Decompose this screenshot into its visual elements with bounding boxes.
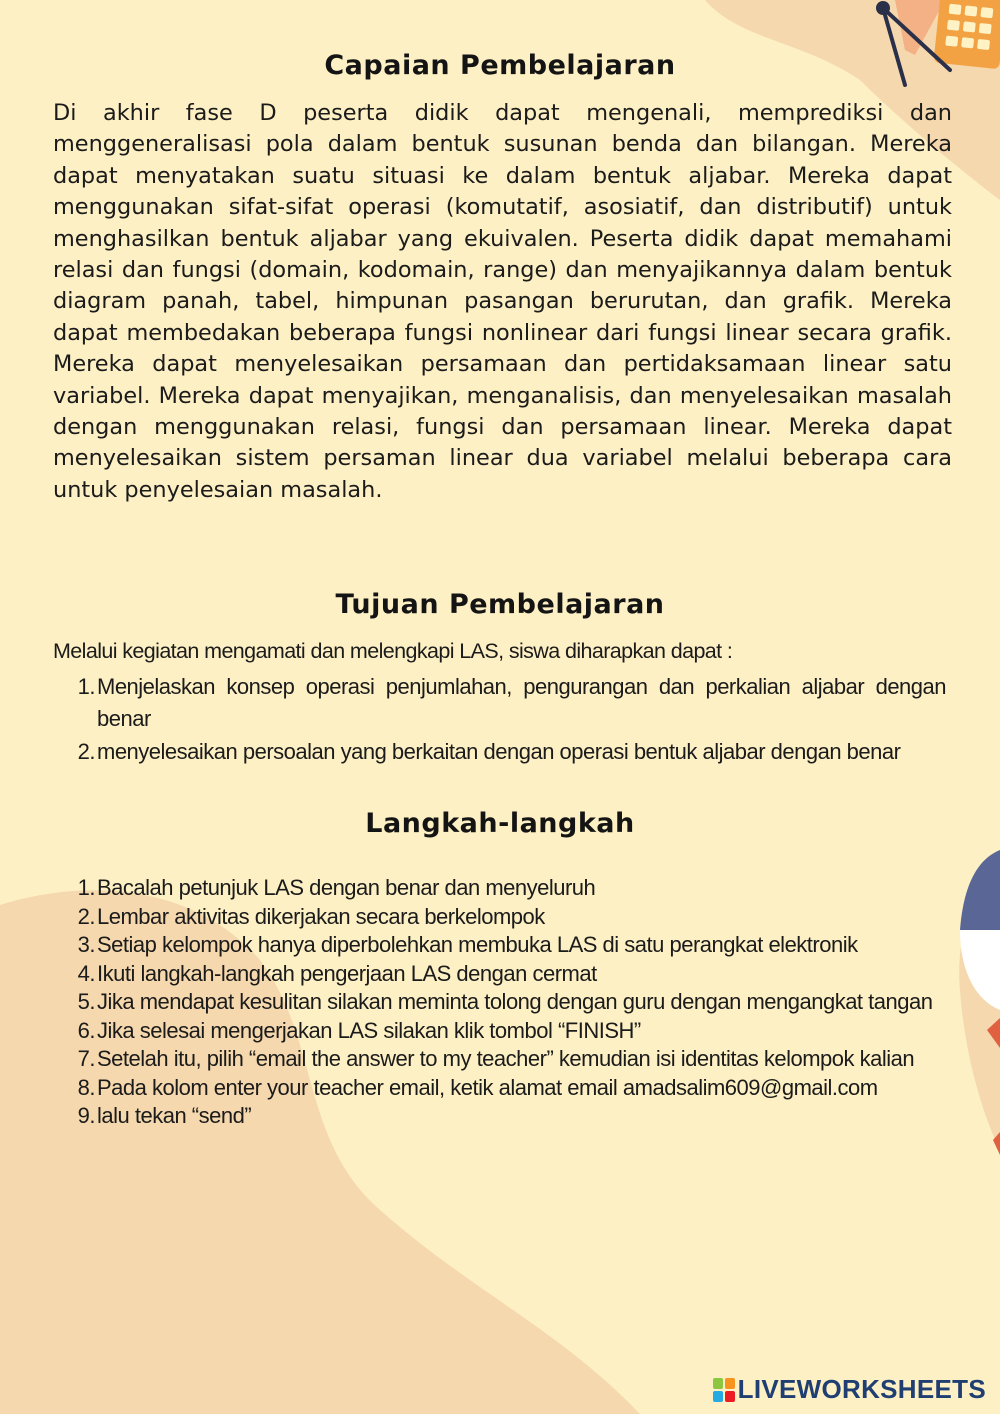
list-number: 7. (77, 1046, 95, 1071)
langkah-list (53, 874, 946, 1131)
tujuan-title: Tujuan Pembelajaran (335, 589, 665, 620)
list-item (53, 1045, 946, 1074)
tujuan-intro: Melalui kegiatan mengamati dan melengkapi LAS, siswa diharapkan dapat : (53, 639, 733, 663)
list-item (53, 931, 946, 960)
list-text: Bacalah petunjuk LAS dengan benar dan menyeluruh (97, 875, 596, 900)
list-text: Jika selesai mengerjakan LAS silakan klik tombol “FINISH” (97, 1017, 641, 1043)
list-text: Menjelaskan konsep operasi penjumlahan, pengurangan dan perkalian aljabar dengan benar (97, 674, 946, 731)
list-number: 4. (77, 960, 95, 986)
list-item (53, 736, 946, 768)
liveworksheets-logo[interactable] (713, 1374, 986, 1405)
list-item (53, 1102, 946, 1131)
list-item (53, 671, 946, 734)
capaian-title: Capaian Pembelajaran (324, 50, 676, 81)
list-item (53, 874, 946, 903)
list-text: Setiap kelompok hanya diperbolehkan membuka LAS di satu perangkat elektronik (97, 932, 858, 957)
list-item (53, 1017, 946, 1046)
list-number: 1. (77, 875, 95, 900)
list-number: 3. (77, 932, 95, 957)
list-text: lalu tekan “send” (97, 1103, 252, 1128)
list-text: Setelah itu, pilih “email the answer to my teacher” kemudian isi identitas kelompok kalian (97, 1046, 915, 1071)
list-number: 2. (77, 739, 95, 764)
liveworksheets-logo-icon (713, 1378, 735, 1402)
list-item (53, 1074, 946, 1103)
list-item (53, 903, 946, 932)
list-text: Jika mendapat kesulitan silakan meminta tolong dengan guru dengan mengangkat tangan (97, 989, 933, 1014)
list-item (53, 988, 946, 1017)
langkah-title: Langkah-langkah (365, 808, 635, 839)
logo-text: LIVEWORKSHEETS (737, 1374, 986, 1404)
list-item (53, 960, 946, 989)
list-text: Ikuti langkah-langkah pengerjaan LAS dengan cermat (97, 960, 597, 986)
list-text: Lembar aktivitas dikerjakan secara berkelompok (97, 903, 545, 929)
list-number: 5. (77, 989, 95, 1014)
capaian-paragraph: Di akhir fase D peserta didik dapat mengenali, memprediksi dan menggeneralisasi pola dalam bentuk susunan benda dan bilangan. Mereka dapat menyatakan suatu situasi ke dalam bentuk aljabar. Mereka dapat menggunakan sifat-sifat operasi (komutatif, asosiatif, dan distributif) untuk menghasilkan bentuk aljabar yang ekuivalen. Peserta didik dapat memahami relasi dan fungsi (domain, kodomain, range) dan menyajikannya dalam bentuk diagram panah, tabel, himpunan pasangan berurutan, dan grafik. Mereka dapat membedakan beberapa fungsi nonlinear dari fungsi linear secara grafik. Mereka dapat menyelesaikan persamaan dan pertidaksamaan linear satu variabel. Mereka dapat menyajikan, menganalisis, dan menyelesaikan masalah dengan menggunakan relasi, fungsi dan persamaan linear. Mereka dapat menyelesaikan sistem persaman linear dua variabel melalui beberapa cara untuk penyelesaian masalah. (53, 100, 952, 503)
list-number: 9. (77, 1103, 95, 1128)
list-number: 1. (77, 674, 95, 699)
list-number: 6. (77, 1017, 95, 1043)
list-text: Pada kolom enter your teacher email, ketik alamat email amadsalim609@gmail.com (97, 1074, 878, 1100)
list-number: 2. (77, 903, 95, 929)
list-text: menyelesaikan persoalan yang berkaitan dengan operasi bentuk aljabar dengan benar (97, 739, 901, 764)
list-number: 8. (77, 1074, 95, 1100)
tujuan-list (53, 671, 946, 770)
